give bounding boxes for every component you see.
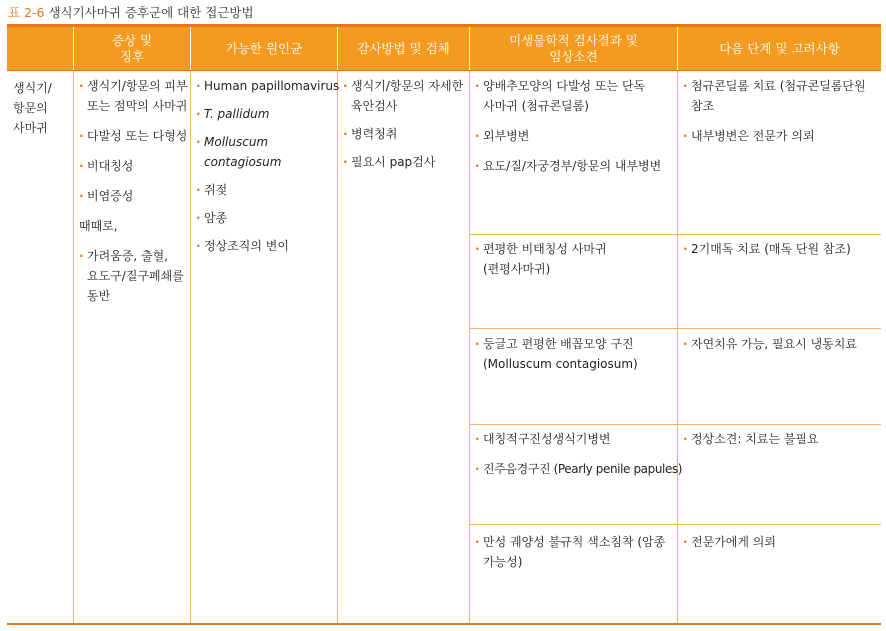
finding-item: · 양배추모양의 다발성 또는 단독 사마귀 (첨규콘딜롬) xyxy=(475,76,679,116)
row-divider xyxy=(469,524,881,525)
next-row-1 xyxy=(683,76,883,146)
row-divider xyxy=(469,328,881,329)
symptoms-list xyxy=(79,76,191,306)
caption-title: 생식기사마귀 증후군에 대한 접근방법 xyxy=(48,5,254,20)
next-item: · 자연치유 가능, 필요시 냉동치료 xyxy=(683,334,883,354)
header-rule xyxy=(7,70,881,71)
symptom-item: · 비염증성 xyxy=(79,186,191,206)
site-label: 생식기/ 항문의 사마귀 xyxy=(13,81,52,135)
cause-item: · 암종 xyxy=(196,208,341,228)
next-item: · 2기매독 치료 (매독 단원 참조) xyxy=(683,239,883,259)
finding-item: · 편평한 비태칭성 사마귀 (편평사마귀) xyxy=(475,239,679,279)
findings-row-2 xyxy=(475,239,679,279)
row-divider xyxy=(469,234,881,235)
causes-list xyxy=(196,76,341,256)
finding-item: · 대칭적구진성생식기병변 xyxy=(475,429,679,449)
cause-item: · 쥐젖 xyxy=(196,180,341,200)
finding-item: · 진주음경구진 (Pearly penile papules) xyxy=(475,459,679,479)
approach-table xyxy=(7,24,881,624)
finding-item: · 요도/질/자궁경부/항문의 내부병변 xyxy=(475,156,679,176)
cause-item: · Molluscum contagiosum xyxy=(196,132,341,172)
cause-item: · 정상조직의 변이 xyxy=(196,236,341,256)
header-symptoms: 증상 및 징후 xyxy=(74,27,190,70)
col-divider xyxy=(73,71,74,623)
symptom-item: · 비대칭성 xyxy=(79,156,191,176)
cause-item: · Human papillomavirus xyxy=(196,76,341,96)
symptom-note: 때때로, xyxy=(79,219,118,233)
symptom-item: · 가려움증, 출혈, 요도구/질구폐쇄를 동반 xyxy=(79,246,191,306)
header-next-steps: 다음 단계 및 고려사항 xyxy=(678,27,881,70)
tests-list xyxy=(343,76,473,172)
findings-row-1 xyxy=(475,76,679,176)
row-divider xyxy=(469,424,881,425)
table-bottom-rule xyxy=(7,623,881,625)
next-row-3 xyxy=(683,334,883,354)
table-caption xyxy=(8,3,254,21)
header-tests: 감사방법 및 검체 xyxy=(338,27,469,70)
header-causes: 가능한 원인균 xyxy=(191,27,337,70)
finding-item: · 둥글고 편평한 배꼽모양 구진 (Molluscum contagiosum) xyxy=(475,334,679,374)
symptom-item: · 생식기/항문의 피부 또는 점막의 사마귀 xyxy=(79,76,191,116)
next-item: · 내부병변은 전문가 의뢰 xyxy=(683,126,883,146)
findings-row-4 xyxy=(475,429,683,479)
test-item: · 병력청취 xyxy=(343,124,473,144)
next-row-2 xyxy=(683,239,883,259)
cause-item: · T. pallidum xyxy=(196,104,341,124)
next-row-4 xyxy=(683,429,883,449)
findings-row-3 xyxy=(475,334,679,374)
symptom-item: · 다발성 또는 다형성 xyxy=(79,126,191,146)
test-item: · 생식기/항문의 자세한 육안검사 xyxy=(343,76,473,116)
findings-row-5 xyxy=(475,532,679,572)
next-item: · 정상소견: 치료는 불필요 xyxy=(683,429,883,449)
caption-number: 표 2-6 xyxy=(8,5,45,20)
test-item: · 필요시 pap검사 xyxy=(343,152,473,172)
finding-item: · 외부병변 xyxy=(475,126,679,146)
next-item: · 전문가에게 의뢰 xyxy=(683,532,883,552)
header-findings: 미생물학적 검사결과 및 임상소견 xyxy=(470,27,677,70)
finding-item: · 만성 궤양성 불규칙 색소침착 (암종 가능성) xyxy=(475,532,679,572)
header-blank xyxy=(7,27,73,70)
next-item: · 첨규콘딜롬 치료 (첨규콘딜롬단원 참조 xyxy=(683,76,883,116)
next-row-5 xyxy=(683,532,883,552)
